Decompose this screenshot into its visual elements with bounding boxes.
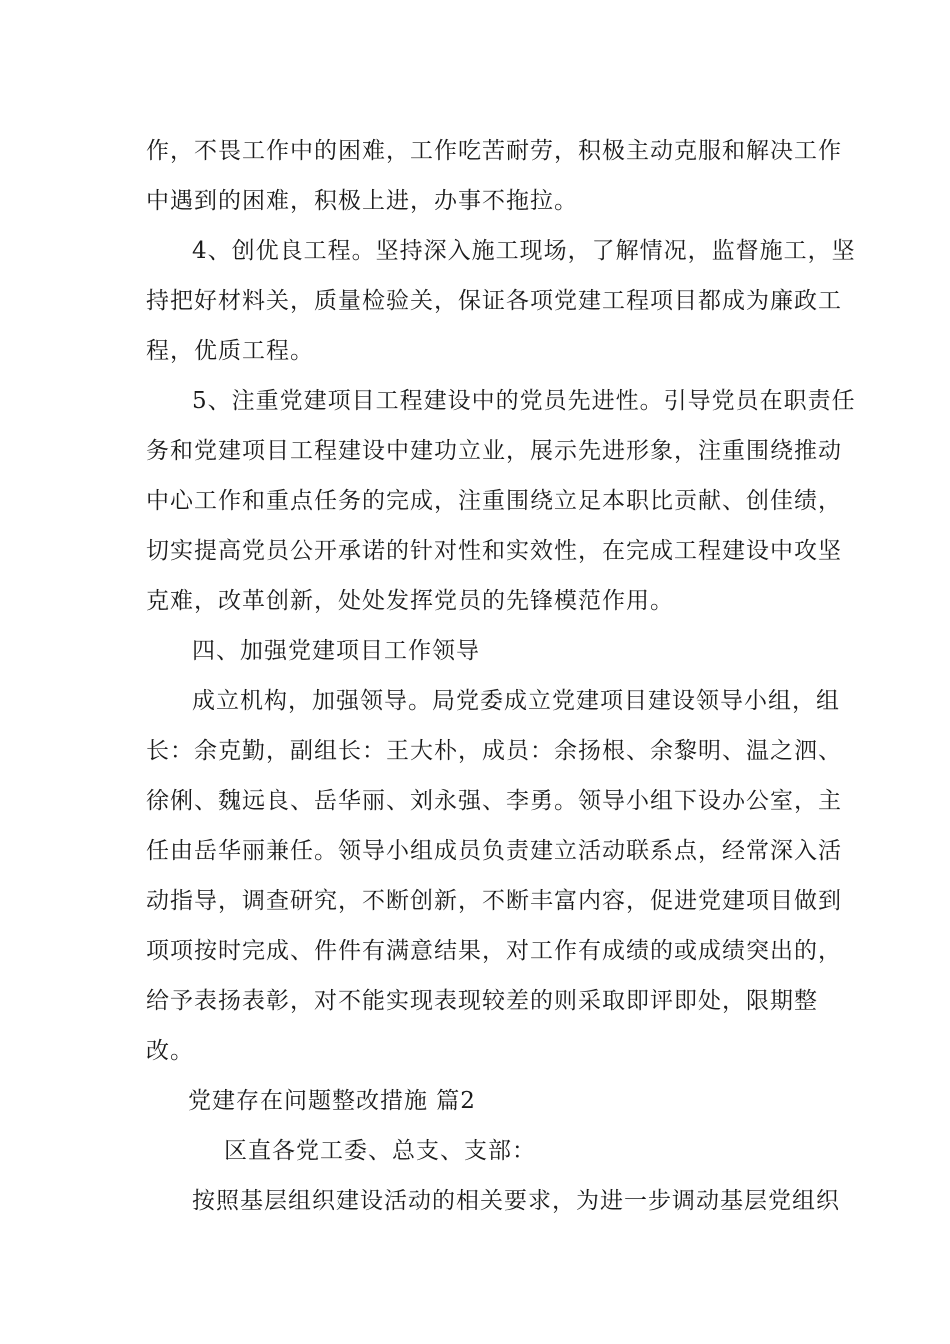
text-line-10: 克难，改革创新，处处发挥党员的先锋模范作用。 (146, 588, 674, 614)
text-line-13: 长：余克勤，副组长：王大朴，成员：余扬根、余黎明、温之泗、 (146, 738, 842, 764)
text-line-1: 作，不畏工作中的困难，工作吃苦耐劳，积极主动克服和解决工作 (146, 138, 842, 164)
text-line-17: 项项按时完成、件件有满意结果，对工作有成绩的或成绩突出的， (146, 938, 842, 964)
text-line-5: 程，优质工程。 (146, 338, 314, 364)
text-line-16: 动指导，调查研究，不断创新，不断丰富内容，促进党建项目做到 (146, 888, 842, 914)
text-line-22: 按照基层组织建设活动的相关要求，为进一步调动基层党组织 (192, 1188, 840, 1214)
text-line-6: 5、注重党建项目工程建设中的党员先进性。引导党员在职责任 (192, 388, 856, 414)
text-line-7: 务和党建项目工程建设中建功立业，展示先进形象，注重围绕推动 (146, 438, 842, 464)
text-line-9: 切实提高党员公开承诺的针对性和实效性，在完成工程建设中攻坚 (146, 538, 842, 564)
text-line-19: 改。 (146, 1038, 194, 1064)
text-line-4: 持把好材料关，质量检验关，保证各项党建工程项目都成为廉政工 (146, 288, 842, 314)
section-heading: 四、加强党建项目工作领导 (192, 638, 480, 664)
text-line-12: 成立机构，加强领导。局党委成立党建项目建设领导小组，组 (192, 688, 840, 714)
text-line-2: 中遇到的困难，积极上进，办事不拖拉。 (146, 188, 578, 214)
text-line-3: 4、创优良工程。坚持深入施工现场，了解情况，监督施工，坚 (192, 238, 856, 264)
text-line-15: 任由岳华丽兼任。领导小组成员负责建立活动联系点，经常深入活 (146, 838, 842, 864)
text-line-14: 徐俐、魏远良、岳华丽、刘永强、李勇。领导小组下设办公室，主 (146, 788, 842, 814)
text-line-8: 中心工作和重点任务的完成，注重围绕立足本职比贡献、创佳绩， (146, 488, 842, 514)
salutation: 区直各党工委、总支、支部： (224, 1138, 536, 1164)
text-line-18: 给予表扬表彰，对不能实现表现较差的则采取即评即处，限期整 (146, 988, 818, 1014)
article-title: 党建存在问题整改措施 篇2 (188, 1088, 476, 1114)
